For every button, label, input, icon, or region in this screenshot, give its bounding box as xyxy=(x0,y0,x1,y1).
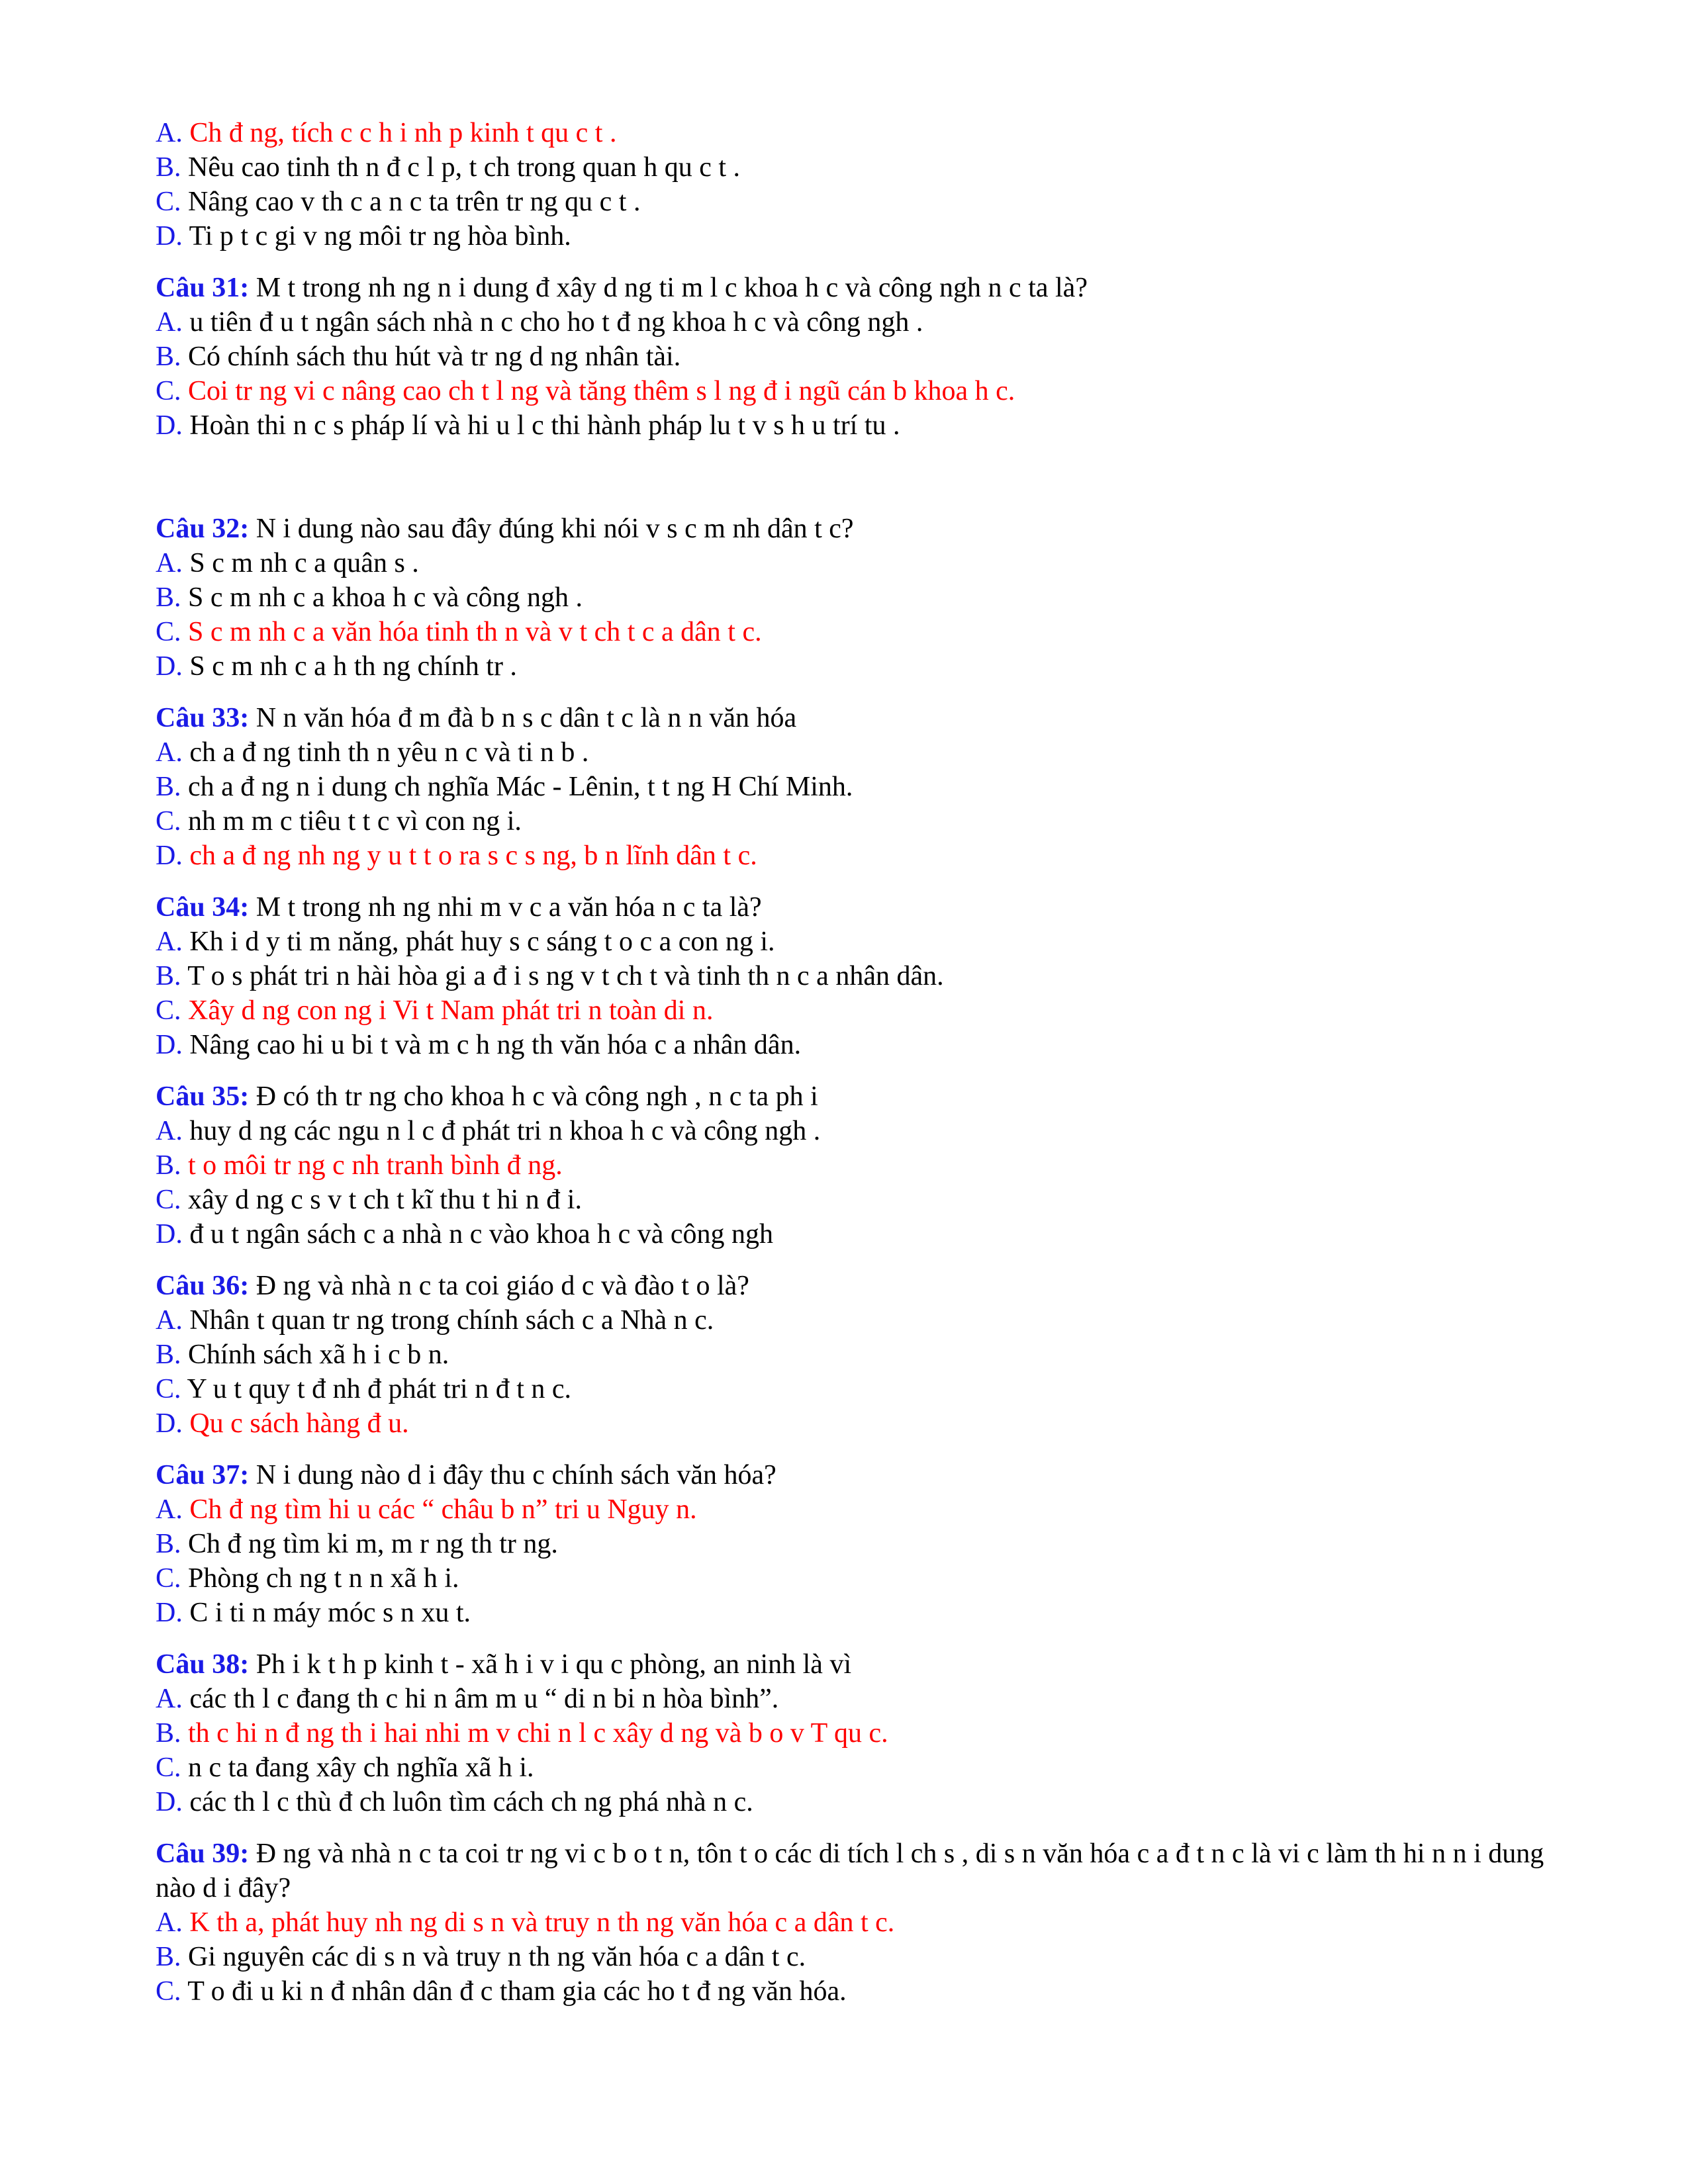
option-text: Qu c sách hàng đ u. xyxy=(182,1408,409,1439)
answer-option xyxy=(156,1406,1566,1441)
answer-option xyxy=(156,374,1566,408)
option-text: T o đi u ki n đ nhân dân đ c tham gia các ho t đ ng văn hóa. xyxy=(181,1976,847,2007)
answer-option xyxy=(156,305,1566,340)
option-letter: C. xyxy=(156,617,181,647)
option-text: Nâng cao v th c a n c ta trên tr ng qu c t . xyxy=(181,187,641,217)
answer-option xyxy=(156,1338,1566,1372)
answer-option xyxy=(156,1682,1566,1716)
answer-option xyxy=(156,340,1566,374)
option-text: đ u t ngân sách c a nhà n c vào khoa h c và công ngh xyxy=(182,1219,774,1250)
option-letter: D. xyxy=(156,1219,183,1250)
question-spacer xyxy=(156,1630,1566,1647)
option-letter: B. xyxy=(156,1942,181,1972)
question-spacer xyxy=(156,443,1566,512)
option-letter: C. xyxy=(156,1185,181,1215)
option-letter: A. xyxy=(156,737,183,768)
question-34 xyxy=(156,890,1566,1062)
option-letter: C. xyxy=(156,376,181,406)
option-text: T o s phát tri n hài hòa gi a đ i s ng v t ch t và tinh th n c a nhân dân. xyxy=(181,961,944,991)
option-text: t o môi tr ng c nh tranh bình đ ng. xyxy=(181,1150,563,1181)
answer-option xyxy=(156,1974,1566,2009)
answer-option xyxy=(156,1561,1566,1596)
option-text: Ch đ ng tìm hi u các “ châu b n” tri u Nguy n. xyxy=(182,1494,697,1525)
option-text: C i ti n máy móc s n xu t. xyxy=(182,1598,471,1628)
question-spacer xyxy=(156,1441,1566,1458)
option-text: Kh i d y ti m năng, phát huy s c sáng t o c a con ng i. xyxy=(182,927,775,957)
question-line xyxy=(156,271,1566,305)
question-label: Câu 39: xyxy=(156,1839,250,1869)
option-letter: A. xyxy=(156,1305,183,1336)
option-letter: A. xyxy=(156,1494,183,1525)
answer-option xyxy=(156,1596,1566,1630)
question-line xyxy=(156,512,1566,546)
answer-option xyxy=(156,925,1566,959)
answer-option xyxy=(156,649,1566,684)
question-line xyxy=(156,701,1566,735)
option-text: nh m m c tiêu t t c vì con ng i. xyxy=(181,806,522,837)
option-letter: B. xyxy=(156,1529,181,1559)
question-spacer xyxy=(156,253,1566,271)
option-text: các th l c đang th c hi n âm m u “ di n bi n hòa bình”. xyxy=(182,1684,779,1714)
option-text: K th a, phát huy nh ng di s n và truy n th ng văn hóa c a dân t c. xyxy=(182,1907,895,1938)
answer-option xyxy=(156,1716,1566,1751)
answer-option xyxy=(156,1492,1566,1527)
answer-option xyxy=(156,1785,1566,1819)
option-letter: C. xyxy=(156,995,181,1026)
option-text: Y u t quy t đ nh đ phát tri n đ t n c. xyxy=(181,1374,572,1404)
answer-option xyxy=(156,1217,1566,1251)
option-letter: C. xyxy=(156,1374,181,1404)
question-39 xyxy=(156,1837,1566,2009)
option-letter: B. xyxy=(156,772,181,802)
option-letter: A. xyxy=(156,118,183,148)
option-text: S c m nh c a khoa h c và công ngh . xyxy=(181,582,583,613)
question-label: Câu 36: xyxy=(156,1271,250,1301)
option-letter: A. xyxy=(156,548,183,578)
option-text: các th l c thù đ ch luôn tìm cách ch ng phá nhà n c. xyxy=(182,1787,753,1817)
option-text: Chính sách xã h i c b n. xyxy=(181,1340,449,1370)
question-spacer xyxy=(156,1819,1566,1837)
option-text: Gi nguyên các di s n và truy n th ng văn hóa c a dân t c. xyxy=(181,1942,806,1972)
question-35 xyxy=(156,1079,1566,1251)
question-label: Câu 37: xyxy=(156,1460,250,1490)
question-label: Câu 33: xyxy=(156,703,250,733)
option-text: Phòng ch ng t n n xã h i. xyxy=(181,1563,459,1594)
answer-option xyxy=(156,185,1566,219)
option-text: th c hi n đ ng th i hai nhi m v chi n l c xây d ng và b o v T qu c. xyxy=(181,1718,888,1749)
question-label: Câu 38: xyxy=(156,1649,250,1680)
option-text: Nêu cao tinh th n đ c l p, t ch trong quan h qu c t . xyxy=(181,152,741,183)
question-38 xyxy=(156,1647,1566,1819)
question-spacer xyxy=(156,684,1566,701)
answer-option xyxy=(156,1303,1566,1338)
question-text: Ph i k t h p kinh t - xã h i v i qu c phòng, an ninh là vì xyxy=(249,1649,852,1680)
question-text: M t trong nh ng n i dung đ xây d ng ti m l c khoa h c và công ngh n c ta là? xyxy=(249,273,1088,303)
answer-option xyxy=(156,1183,1566,1217)
answer-option xyxy=(156,546,1566,580)
option-text: Có chính sách thu hút và tr ng d ng nhân tài. xyxy=(181,341,681,372)
option-letter: D. xyxy=(156,1030,183,1060)
option-letter: D. xyxy=(156,221,183,251)
option-letter: C. xyxy=(156,1563,181,1594)
question-text: N n văn hóa đ m đà b n s c dân t c là n n văn hóa xyxy=(249,703,797,733)
question-spacer xyxy=(156,873,1566,890)
option-letter: B. xyxy=(156,1150,181,1181)
option-letter: D. xyxy=(156,1598,183,1628)
question-text: Đ ng và nhà n c ta coi tr ng vi c b o t n, tôn t o các di tích l ch s , di s n văn hóa c a đ t n c là vi c làm th hi n n i dung nào d i đây? xyxy=(156,1839,1544,1903)
option-letter: A. xyxy=(156,307,183,338)
question-spacer xyxy=(156,1251,1566,1269)
answer-option xyxy=(156,1940,1566,1974)
option-text: S c m nh c a văn hóa tinh th n và v t ch t c a dân t c. xyxy=(181,617,762,647)
option-letter: C. xyxy=(156,1976,181,2007)
option-text: Coi tr ng vi c nâng cao ch t l ng và tăng thêm s l ng đ i ngũ cán b khoa h c. xyxy=(181,376,1015,406)
question-line xyxy=(156,1647,1566,1682)
option-letter: B. xyxy=(156,341,181,372)
question-line xyxy=(156,1269,1566,1303)
option-text: Xây d ng con ng i Vi t Nam phát tri n toàn di n. xyxy=(181,995,714,1026)
question-text: N i dung nào sau đây đúng khi nói v s c m nh dân t c? xyxy=(249,514,854,544)
option-letter: B. xyxy=(156,152,181,183)
option-text: S c m nh c a h th ng chính tr . xyxy=(182,651,517,682)
question-label: Câu 32: xyxy=(156,514,250,544)
option-letter: A. xyxy=(156,1684,183,1714)
answer-option xyxy=(156,1751,1566,1785)
option-text: ch a đ ng tinh th n yêu n c và ti n b . xyxy=(182,737,589,768)
question-line xyxy=(156,1079,1566,1114)
option-letter: C. xyxy=(156,1752,181,1783)
question-36 xyxy=(156,1269,1566,1441)
answer-option xyxy=(156,1148,1566,1183)
option-text: Ti p t c gi v ng môi tr ng hòa bình. xyxy=(182,221,571,251)
answer-option xyxy=(156,804,1566,839)
option-text: Hoàn thi n c s pháp lí và hi u l c thi hành pháp lu t v s h u trí tu . xyxy=(182,410,900,441)
question-32 xyxy=(156,512,1566,684)
option-letter: B. xyxy=(156,582,181,613)
question-31 xyxy=(156,271,1566,443)
question-line xyxy=(156,890,1566,925)
question-text: Đ ng và nhà n c ta coi giáo d c và đào t o là? xyxy=(249,1271,749,1301)
option-text: n c ta đang xây ch nghĩa xã h i. xyxy=(181,1752,534,1783)
answer-option xyxy=(156,116,1566,150)
option-text: u tiên đ u t ngân sách nhà n c cho ho t đ ng khoa h c và công ngh . xyxy=(182,307,923,338)
option-text: Ch đ ng tìm ki m, m r ng th tr ng. xyxy=(181,1529,558,1559)
option-letter: D. xyxy=(156,651,183,682)
option-letter: B. xyxy=(156,1340,181,1370)
answer-option xyxy=(156,1527,1566,1561)
option-letter: B. xyxy=(156,1718,181,1749)
answer-option xyxy=(156,735,1566,770)
option-letter: A. xyxy=(156,1116,183,1146)
answer-option xyxy=(156,839,1566,873)
option-text: ch a đ ng nh ng y u t t o ra s c s ng, b n lĩnh dân t c. xyxy=(182,841,757,871)
option-text: S c m nh c a quân s . xyxy=(182,548,419,578)
question-spacer xyxy=(156,1062,1566,1079)
answer-option xyxy=(156,1372,1566,1406)
option-letter: D. xyxy=(156,410,183,441)
option-letter: A. xyxy=(156,1907,183,1938)
option-text: Nâng cao hi u bi t và m c h ng th văn hóa c a nhân dân. xyxy=(182,1030,802,1060)
answer-option xyxy=(156,580,1566,615)
question-label: Câu 35: xyxy=(156,1081,250,1112)
option-text: xây d ng c s v t ch t kĩ thu t hi n đ i. xyxy=(181,1185,582,1215)
question-33 xyxy=(156,701,1566,873)
answer-option xyxy=(156,1905,1566,1940)
quiz-content xyxy=(156,116,1566,2009)
option-text: Ch đ ng, tích c c h i nh p kinh t qu c t . xyxy=(182,118,617,148)
answer-option xyxy=(156,408,1566,443)
option-letter: C. xyxy=(156,187,181,217)
answer-option xyxy=(156,150,1566,185)
option-letter: A. xyxy=(156,927,183,957)
answer-option xyxy=(156,615,1566,649)
question-line xyxy=(156,1837,1566,1905)
option-text: ch a đ ng n i dung ch nghĩa Mác - Lênin, t t ng H Chí Minh. xyxy=(181,772,853,802)
question-text: Đ có th tr ng cho khoa h c và công ngh , n c ta ph i xyxy=(249,1081,818,1112)
option-text: huy d ng các ngu n l c đ phát tri n khoa h c và công ngh . xyxy=(182,1116,821,1146)
answer-option xyxy=(156,959,1566,993)
option-text: Nhân t quan tr ng trong chính sách c a Nhà n c. xyxy=(182,1305,714,1336)
answer-option xyxy=(156,1028,1566,1062)
option-letter: D. xyxy=(156,841,183,871)
answer-option xyxy=(156,219,1566,253)
answer-option xyxy=(156,770,1566,804)
answer-option xyxy=(156,1114,1566,1148)
question-line xyxy=(156,1458,1566,1492)
question-37 xyxy=(156,1458,1566,1630)
question-text: M t trong nh ng nhi m v c a văn hóa n c ta là? xyxy=(249,892,762,923)
question-label: Câu 34: xyxy=(156,892,250,923)
answer-option xyxy=(156,993,1566,1028)
question-text: N i dung nào d i đây thu c chính sách văn hóa? xyxy=(249,1460,776,1490)
option-letter: C. xyxy=(156,806,181,837)
question-label: Câu 31: xyxy=(156,273,250,303)
option-letter: B. xyxy=(156,961,181,991)
option-letter: D. xyxy=(156,1408,183,1439)
option-letter: D. xyxy=(156,1787,183,1817)
